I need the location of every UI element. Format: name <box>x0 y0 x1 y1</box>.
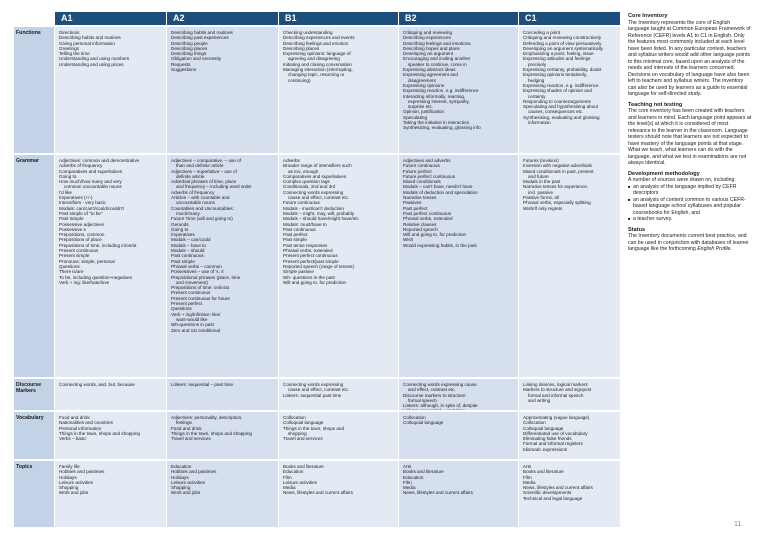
cell-line: Leisure activities <box>171 479 205 485</box>
cell-line: Future perfect continuous <box>403 173 456 179</box>
row-label-discourse-markers: Discourse Markers <box>14 379 54 410</box>
cell-line: Will and going to, for prediction <box>403 232 467 238</box>
cell-line: Expressing opinions <box>403 82 445 88</box>
cell-functions-a2 <box>167 27 278 153</box>
cell-line: formal speech <box>408 397 437 403</box>
cell-line: Synthesising, evaluating and glossing <box>523 114 600 120</box>
core-inventory-heading: Core Inventory <box>628 13 668 19</box>
cell-line: Modals: can/can't/could/couldn't <box>59 205 124 211</box>
cell-line: Leisure activities <box>59 479 93 485</box>
cell-line: Phrasal verbs, especially splitting <box>523 200 591 206</box>
cell-line: Synthesizing, evaluating, glossing info <box>403 125 481 131</box>
cell-vocabulary-a1 <box>55 412 166 459</box>
cell-line: Would expressing habits, in the past <box>403 242 477 248</box>
cell-line: Mixed conditionals in past, present <box>523 168 594 174</box>
status-text-body: The Inventory documents current best practice, and can be used in conjunction with databases of learner language like the forthcoming <box>628 233 749 252</box>
cell-line: Adverbs <box>283 158 300 163</box>
cell-line: Articles – with countable and <box>171 195 230 201</box>
cell-line: Expressing reaction, e.g. indifference <box>403 88 479 94</box>
cell-line: Things in the town, shops and shopping <box>171 430 252 436</box>
cell-line: News, lifestyles and current affairs <box>523 485 593 491</box>
cell-line: Relative clauses <box>403 221 437 227</box>
cell-line: Past perfect <box>403 205 428 211</box>
cell-line: as too, enough <box>288 168 319 174</box>
cell-line: Comparatives and superlatives <box>283 173 347 179</box>
cell-line: Understanding and using prices <box>59 61 124 67</box>
cell-line: How much/how many and very <box>59 179 122 185</box>
cell-line: News, lifestyles and current affairs <box>403 490 473 496</box>
status-text <box>628 233 752 253</box>
cell-line: cause and effect, contrast etc. <box>288 387 350 393</box>
cell-topics-c1 <box>519 461 620 527</box>
cell-line: Collocation <box>283 415 306 420</box>
cell-line: Approximating (vague language) <box>523 415 590 420</box>
cell-line: Present simple <box>59 253 90 259</box>
cell-line: Books and literature <box>523 469 564 475</box>
cell-line: Hobbies and pastimes <box>171 469 217 475</box>
cell-line: Interacting informally, reacting, <box>403 93 466 99</box>
cell-line: Understanding and using numbers <box>59 56 130 62</box>
cell-line: Scientific developments <box>523 490 572 496</box>
cell-line: Past simple of "to be" <box>59 210 103 216</box>
cell-line: Shopping <box>59 485 79 491</box>
cell-line: Expressing reaction, e.g. indifference <box>523 82 599 88</box>
cell-line: incl. passive <box>528 189 554 195</box>
cell-vocabulary-b2 <box>399 412 518 459</box>
cell-line: Future continuous <box>403 163 440 169</box>
cell-line: Narrative tenses for experience, <box>523 184 589 190</box>
cell-line: Family life <box>59 464 80 469</box>
cell-line: Describing feelings and emotion <box>283 40 349 46</box>
row-label-functions: Functions <box>14 27 54 153</box>
cell-line: Encouraging and inviting another <box>403 56 471 62</box>
cell-line: Books and literature <box>283 464 324 469</box>
methodology-item: ■ an analysis of the language implied by CEFR descriptors <box>628 184 752 197</box>
cell-line: Film <box>523 474 532 480</box>
cell-line: Prepositions of time, including in/on/at <box>59 242 137 248</box>
cell-line: want-would like <box>176 316 208 322</box>
cell-vocabulary-c1 <box>519 412 620 459</box>
cell-line: Passive forms, all <box>523 195 559 201</box>
cell-line: changing topic, resuming or <box>288 72 345 78</box>
cell-line: Linkers: sequential past time <box>283 392 342 398</box>
level-header-c1: C1 <box>519 12 620 25</box>
level-header-b1: B1 <box>279 12 398 25</box>
cell-line: Expressing certainty, probability, doubt <box>523 67 602 73</box>
cell-line: Prepositions of place <box>59 237 102 243</box>
cell-line: and writing <box>528 397 551 403</box>
cell-line: Adjectives – superlative – use of <box>171 168 237 174</box>
cell-line: Media <box>403 485 416 491</box>
cell-line <box>403 408 514 410</box>
cell-functions-c1 <box>519 27 620 153</box>
cell-line: Past simple <box>283 237 307 243</box>
cell-line: feelings <box>176 420 192 426</box>
cell-line: Modals: must/have to <box>283 221 327 227</box>
cell-line: Critiquing and reviewing constructively <box>523 35 602 41</box>
cell-line: Work and jobs <box>171 490 201 496</box>
cell-line: Linkers: sequential – past time <box>171 382 234 387</box>
cell-line: Countables and Uncountables: <box>171 205 234 211</box>
cell-line: Emphasizing a point, feeling, issue <box>523 51 594 57</box>
cell-topics-b2 <box>399 461 518 527</box>
cell-line: Education <box>283 469 304 475</box>
teaching-text: The core inventory has been created with teachers and learners in mind. Each language point appears at the level(s) at which it is considered of most relevance to the learner in the classroom. Language testers should note that learners are not expected to have mastery of the language points at that stage. What we teach, what learners can do with the language, and what we test in examinations are not always identical. <box>628 108 752 166</box>
page-number: 11 <box>734 521 742 528</box>
cell-line: Leisure activities <box>283 479 317 485</box>
cell-line: Media <box>283 485 296 491</box>
cell-line: Wish <box>403 237 414 243</box>
cell-line: Markers to structure and signpost <box>523 387 592 393</box>
methodology-item: ■ an analysis of content common to various CEFR-based language school syllabuses and popular coursebooks for English, and <box>628 197 752 217</box>
cell-line: Food and drink <box>59 415 90 420</box>
cell-line: Verbs – basic <box>59 436 87 442</box>
cell-line: Expressing attitudes and feelings <box>523 56 591 62</box>
cell-line: Passives <box>403 200 422 206</box>
cell-line: continuing) <box>288 77 311 83</box>
cell-grammar-a1 <box>55 155 166 377</box>
cell-line: Future perfect <box>403 168 432 174</box>
cell-topics-b1 <box>279 461 398 527</box>
cell-line: Mixed conditionals <box>403 179 441 185</box>
cell-line: expressing interest, sympathy, <box>408 98 470 104</box>
cell-line: Questions <box>59 263 80 269</box>
core-inventory-text: The Inventory represents the core of English language taught at Common European Framework of Reference (CEFR) levels A1 to C1 in English. Only the features most commonly included at each level have been listed. In any particular context, teachers and syllabus writers would add other language points to this minimal core, based upon an analysis of the needs and interests of the learners concerned. Decisions on vocabulary of language have also been left to teachers and syllabus writers. The inventory can also be used by learners as a guide to essential language for self-directed study. <box>628 19 751 97</box>
cell-vocabulary-a2 <box>167 412 278 459</box>
cell-line: Developing an argument systematically <box>523 45 603 51</box>
cell-line: Inversion with negative adverbials <box>523 163 592 169</box>
cell-discourse-markers-b1 <box>279 379 398 410</box>
methodology-heading: Development methodology <box>628 170 700 177</box>
cell-line: Things in the town, shops and shopping <box>59 430 140 436</box>
cell-line: Differentiated use of vocabulary <box>523 430 588 436</box>
cell-line: Describing past experiences <box>171 35 229 41</box>
cell-line: Connecting words expressing cause <box>403 382 477 387</box>
cell-line: Modals in the past <box>523 179 561 185</box>
cell-line: Complex question tags <box>283 179 330 185</box>
cell-line: Modals of deduction and speculation <box>403 189 478 195</box>
cell-line: disagreement <box>408 77 436 83</box>
cell-line: Modals – have to <box>171 242 206 248</box>
cell-line: Describing things <box>171 51 207 57</box>
cell-line: Arts <box>523 464 532 469</box>
level-header-a2: A2 <box>167 12 278 25</box>
cell-line: Food and drink <box>171 425 202 431</box>
cell-line: and future <box>528 173 549 179</box>
cell-line: Education <box>403 474 424 480</box>
cell-line: Imperatives (+/-) <box>59 195 93 201</box>
row-label-vocabulary: Vocabulary <box>14 412 54 459</box>
cell-line: Responding to counterarguments <box>523 98 591 104</box>
cell-line: Comparatives and superlatives <box>59 168 123 174</box>
cell-line: Phrasal verbs, extended <box>403 216 453 222</box>
cell-discourse-markers-a1 <box>55 379 166 410</box>
cell-line: Linking devices, logical markers <box>523 382 588 387</box>
cell-line: information <box>528 120 551 126</box>
cell-line: Expressing shades of opinion and <box>523 88 592 94</box>
cell-line: Nationalities and countries <box>59 420 113 426</box>
cell-line: Colloquial language <box>523 425 564 431</box>
cell-line: hedging <box>528 77 545 83</box>
cell-line: Describing hopes and plans <box>403 45 460 51</box>
cell-line: Past simple <box>171 258 195 264</box>
cell-line: Linkers: although, in spite of, despite <box>403 403 478 409</box>
inventory-table <box>14 12 615 528</box>
cell-line: Books and literature <box>403 469 444 475</box>
cell-line: Adverbs of frequency <box>171 189 215 195</box>
cell-line: Phrasal verbs – common <box>171 263 222 269</box>
cell-line: Past continuous <box>171 253 204 259</box>
cell-line: Connecting words expressing <box>283 189 344 195</box>
cell-grammar-b2 <box>399 155 518 377</box>
cell-line: Possessive s <box>59 226 86 232</box>
level-header-b2: B2 <box>399 12 518 25</box>
cell-line: certainty <box>528 93 546 99</box>
cell-line: definite article <box>176 173 205 179</box>
cell-line: Past continuous <box>283 226 316 232</box>
cell-line: Adverbial phrases of time, place <box>171 179 237 185</box>
cell-line: Present continuous for future <box>171 295 230 301</box>
cell-line: Obligation and necessity <box>171 56 222 62</box>
row-label-topics: Topics <box>14 461 54 527</box>
cell-line: Present continuous <box>171 290 211 296</box>
teaching-heading: Teaching not testing <box>628 101 683 108</box>
cell-line: uncountable nouns <box>176 200 215 206</box>
cell-line: Questions <box>171 306 192 312</box>
cell-line: surprise etc. <box>408 104 434 110</box>
cell-discourse-markers-b2 <box>399 379 518 410</box>
cell-line: Pronouns: simple, personal <box>59 258 115 264</box>
cell-line: Simple passive <box>283 269 314 275</box>
cell-line: Education <box>171 464 192 469</box>
cell-line: Prepositional phrases (place, time <box>171 274 241 280</box>
cell-line: Past perfect continuous <box>403 210 452 216</box>
cell-line: Future Time (will and going to) <box>171 216 233 222</box>
english-profile-title: English Profile <box>697 246 731 252</box>
row-label-grammar: Grammar <box>14 155 54 377</box>
cell-line: To be, including question+negatives <box>59 274 132 280</box>
cell-line: Past Simple <box>59 216 84 222</box>
cell-line: Will and going to, for prediction <box>283 279 347 285</box>
cell-line: Conceding a point <box>523 30 561 35</box>
cell-line: Film <box>403 479 412 485</box>
cell-grammar-a2 <box>167 155 278 377</box>
cell-line: Speculating and hypothesising about <box>523 104 599 110</box>
cell-line: Film <box>283 474 292 480</box>
cell-line: Modals – should <box>171 248 205 254</box>
cell-line: and movement) <box>176 279 208 285</box>
cell-line: Broader range of intensifiers such <box>283 163 352 169</box>
status-heading: Status <box>628 226 646 233</box>
cell-line: Gerunds <box>171 221 189 227</box>
cell-discourse-markers-a2 <box>167 379 278 410</box>
cell-line: Describing habits and routines <box>171 30 233 35</box>
cell-line: Collocation <box>403 415 426 420</box>
cell-line: Adjectives: personality, description, <box>171 415 243 420</box>
cell-line: Work and jobs <box>59 490 89 496</box>
cell-line: Describing places <box>171 45 208 51</box>
cell-line: Wh-questions in past <box>171 322 214 328</box>
cell-line: News, lifestyles and current affairs <box>283 490 353 496</box>
cell-line: Things in the town, shops and <box>283 425 345 431</box>
cell-line: Present perfect/past simple <box>283 258 339 264</box>
cell-line: Giving personal information <box>59 40 115 46</box>
cell-line: Intensifiers - very basic <box>59 200 106 206</box>
cell-line: agreeing and disagreeing <box>288 56 340 62</box>
cell-line: Prepositions of time: on/in/at <box>171 285 229 291</box>
cell-line: Reported speech <box>403 226 438 232</box>
cell-line: Modals – should have/might have/etc <box>283 216 359 222</box>
cell-line: Idiomatic expressions <box>523 446 568 452</box>
cell-line: Personal information <box>59 425 102 431</box>
cell-line: Greetings <box>59 45 79 51</box>
cell-line: Connecting words, and, but, because <box>59 382 135 387</box>
methodology-list <box>628 184 752 223</box>
cell-line: There is/are <box>59 269 84 275</box>
cell-line: Hobbies and pastimes <box>59 469 105 475</box>
cell-line: Developing an argument <box>403 51 454 57</box>
cell-line: Describing people <box>171 40 208 46</box>
cell-line: precisely <box>528 61 547 67</box>
cell-line: Opinion, justification <box>403 109 445 115</box>
cell-line: Formal and informal registers <box>523 441 583 447</box>
cell-line: Modals – might, may, will, probably <box>283 210 355 216</box>
cell-line: Describing experiences <box>403 35 451 41</box>
cell-line: Past perfect <box>283 232 308 238</box>
cell-line: Shopping <box>171 485 191 491</box>
cell-line: Travel and services <box>171 436 211 442</box>
methodology-intro: A number of sources were drawn on, including: <box>628 177 736 183</box>
cell-line: Holidays <box>171 474 189 480</box>
cell-line: Colloquial language <box>403 420 444 426</box>
cell-line: Eliminating false friends <box>523 436 572 442</box>
cell-line: Verb + ing: like/hate/love <box>59 279 110 285</box>
cell-line: Telling the time <box>59 51 90 57</box>
cell-line: I'd like <box>59 189 72 195</box>
cell-line: Checking understanding <box>283 30 333 35</box>
cell-line: Verb + ing/infinitive: like/ <box>171 311 221 317</box>
cell-line: Prepositions, common <box>59 232 105 238</box>
cell-line: than and definite article <box>176 163 224 169</box>
cell-line: Future continuous <box>283 200 320 206</box>
sidebar <box>628 13 752 253</box>
cell-line: Collocation <box>523 420 546 426</box>
cell-line: Connecting words expressing <box>283 382 344 387</box>
cell-line: speaker to continue, come in <box>408 61 467 67</box>
cell-line: Zero and 1st conditional <box>171 327 221 333</box>
cell-line: much/many <box>176 210 200 216</box>
cell-line: Requests <box>171 61 191 67</box>
cell-line: Phrasal verbs, extended <box>283 248 333 254</box>
cell-line: Expressing opinions: language of <box>283 51 351 57</box>
cell-line: Travel and services <box>283 436 323 442</box>
cell-line: Critiquing and reviewing <box>403 30 453 35</box>
cell-line: Going to <box>59 173 77 179</box>
cell-line: Discourse markers to structure <box>403 392 466 398</box>
cell-line: Expressing abstract ideas <box>403 67 456 73</box>
cell-line: cause and effect, contrast etc. <box>288 195 350 201</box>
cell-line: Arts <box>403 464 412 469</box>
cell-line: Past tense responses <box>283 242 328 248</box>
cell-line: Present continuous <box>59 248 99 254</box>
cell-line: Expressing opinions tentatively, <box>523 72 588 78</box>
cell-line: Going to <box>171 226 189 232</box>
cell-line: Describing places <box>283 45 320 51</box>
cell-line: Narrative tenses <box>403 195 437 201</box>
cell-line: Imperatives <box>171 232 195 238</box>
cell-topics-a2 <box>167 461 278 527</box>
cell-line: Colloquial language <box>283 420 324 426</box>
cell-functions-b1 <box>279 27 398 153</box>
cell-line: and frequency – including word order <box>176 184 252 190</box>
cell-vocabulary-b1 <box>279 412 398 459</box>
cell-line: Reported speech (range of tenses) <box>283 263 354 269</box>
cell-line: Taking the initiative in interaction <box>403 120 470 126</box>
cell-line: Present perfect <box>171 301 203 307</box>
status-text-end: . <box>730 246 732 252</box>
cell-line: Wish/If only regrets <box>523 205 563 211</box>
cell-line: Adjectives – comparative, – use of <box>171 158 241 163</box>
cell-line: formal and informal speech <box>528 392 584 398</box>
cell-line: Describing experiences and events <box>283 35 355 41</box>
cell-line: Managing interaction (interrupting, <box>283 67 353 73</box>
cell-line: Describing habits and routines <box>59 35 121 41</box>
cell-line: Present perfect continuous <box>283 253 338 259</box>
cell-line: Describing feelings and emotions <box>403 40 471 46</box>
cell-line: Adjectives and adverbs <box>403 158 451 163</box>
header-corner <box>14 12 54 25</box>
cell-line: Possessives – use of 's, s' <box>171 269 225 275</box>
cell-line: Expressing agreement and <box>403 72 458 78</box>
cell-line: causes, consequences etc. <box>528 109 584 115</box>
cell-line: and effect, contrast etc. <box>408 387 456 393</box>
cell-line: Adverbs of frequency <box>59 163 103 169</box>
cell-line: Adjectives: common and demonstrative <box>59 158 140 163</box>
cell-line: shopping <box>288 430 307 436</box>
cell-line: Holidays <box>59 474 77 480</box>
cell-line: common uncountable nouns <box>64 184 122 190</box>
cell-line: Possessive adjectives <box>59 221 104 227</box>
cell-grammar-c1 <box>519 155 620 377</box>
cell-line: Directions <box>59 30 80 35</box>
cell-line: Technical and legal language <box>523 495 583 501</box>
methodology-item: ■ a teacher survey. <box>628 216 752 223</box>
cell-grammar-b1 <box>279 155 398 377</box>
cell-line: Suggestions <box>171 67 197 73</box>
cell-line: Futures (revision) <box>523 158 559 163</box>
cell-line: Wh- questions in the past <box>283 274 335 280</box>
cell-line: Media <box>523 479 536 485</box>
level-header-a1: A1 <box>55 12 166 25</box>
cell-line: Modals - must/can't deduction <box>283 205 344 211</box>
cell-line: Modals – can't have, needn't have <box>403 184 473 190</box>
cell-line: Speculating <box>403 114 428 120</box>
cell-line: Defending a point of view persuasively <box>523 40 602 46</box>
cell-line: Initiating and closing conversation <box>283 61 352 67</box>
cell-line: Conditionals, 2nd and 3rd <box>283 184 336 190</box>
cell-topics-a1 <box>55 461 166 527</box>
cell-line: Modals – can/could <box>171 237 211 243</box>
cell-functions-b2 <box>399 27 518 153</box>
cell-discourse-markers-c1 <box>519 379 620 410</box>
cell-functions-a1 <box>55 27 166 153</box>
